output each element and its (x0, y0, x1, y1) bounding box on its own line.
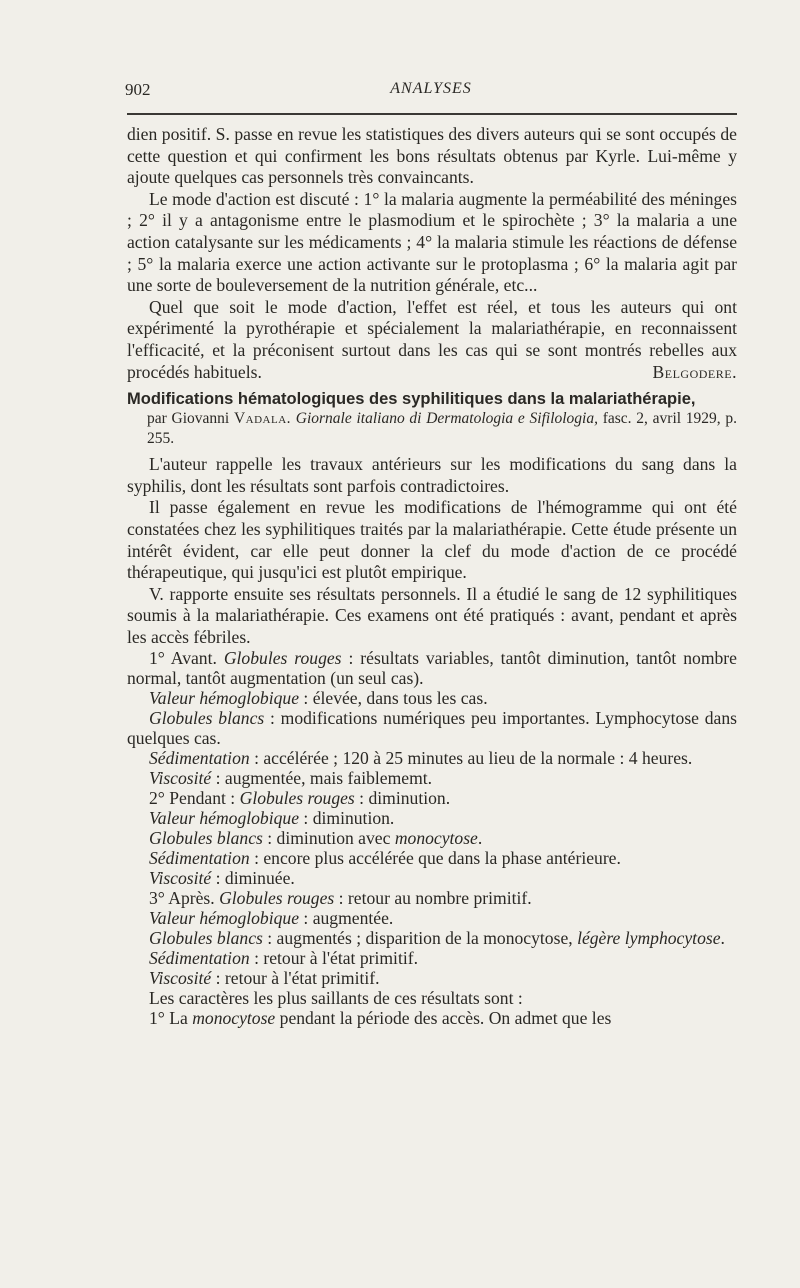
term: Globules blancs (149, 708, 265, 729)
article-reference (127, 409, 737, 449)
term-text: : augmentée. (299, 908, 394, 929)
term-text: . (720, 928, 725, 949)
phase-during (127, 788, 737, 808)
term: Viscosité (149, 768, 212, 789)
term-text: : élevée, dans tous les cas. (299, 688, 488, 709)
running-title: ANALYSES (390, 80, 472, 97)
term: Valeur hémoglobique (149, 908, 300, 929)
term-text: : augmentée, mais faiblememt. (211, 768, 433, 789)
term-text: : accélérée ; 120 à 25 minutes au lieu de la normale : 4 heures. (249, 748, 693, 769)
term: Viscosité (149, 868, 212, 889)
list-number: 1° La (149, 1008, 193, 1029)
term: Viscosité (149, 968, 212, 989)
term: Valeur hémoglobique (149, 688, 300, 709)
result-line (127, 848, 737, 868)
term: Globules blancs (149, 828, 263, 849)
term: Globules blancs (149, 928, 263, 949)
result-line (127, 828, 737, 848)
paragraph: V. rapporte ensuite ses résultats personnels. Il a étudié le sang de 12 syphilitiques soumis à la malariathérapie. Ces examens ont été pratiqués : avant, pendant et après les accès fébriles. (127, 583, 737, 647)
phase-before (127, 648, 737, 688)
paragraph: Il passe également en revue les modifications de l'hémogramme qui ont été constatées chez les syphilitiques traités par la malariathérapie. Cette étude présente un intérêt évident, car elle peut donner la clef du mode d'action de ce procédé thérapeutique, qui jusqu'ici est plutôt empirique. (127, 497, 737, 583)
reviewer-signature: Belgodere. (652, 361, 737, 382)
result-line (127, 748, 737, 768)
paragraph (127, 297, 737, 383)
term-text: : retour à l'état primitif. (249, 948, 418, 969)
term-text: : diminuée. (211, 868, 295, 889)
phase-label: 1° Avant. (149, 648, 217, 669)
term: Globules rouges (223, 648, 342, 669)
result-line (127, 868, 737, 888)
article-title: Modifications hématologiques des syphilitiques dans la malariathérapie, (127, 390, 696, 409)
term-text: : diminution avec (262, 828, 395, 849)
term: Sédimentation (149, 848, 250, 869)
result-line (127, 968, 737, 988)
result-line (127, 708, 737, 748)
paragraph (127, 1008, 737, 1028)
paragraph: Le mode d'action est discuté : 1° la malaria augmente la perméabilité des méninges ; 2° il y a antagonisme entre le plasmodium et le spirochète ; 3° la malaria a une action catalysante sur les médicaments ; 4° la malaria stimule les réactions de défense ; 5° la malaria exerce une action activante sur le protoplasma ; 6° la malaria agit par une sorte de bouleversement de la nutrition générale, etc... (127, 188, 737, 296)
term: légère lymphocytose (577, 928, 721, 949)
journal-name: Giornale italiano di Dermatologia e Sifilologia, (295, 410, 598, 428)
result-line (127, 908, 737, 928)
term: monocytose (394, 828, 478, 849)
paragraph: dien positif. S. passe en revue les statistiques des divers auteurs qui se sont occupés de cette question et qui confirment les bons résultats obtenus par Kyrle. Lui-même y ajoute quelques cas personnels très convaincants. (127, 124, 737, 188)
body-text (127, 124, 737, 1028)
phase-label: 3° Après. (149, 888, 220, 909)
term-text: : encore plus accélérée que dans la phase antérieure. (249, 848, 621, 869)
term-text: : diminution. (354, 788, 451, 809)
term: Valeur hémoglobique (149, 808, 300, 829)
term-text: : diminution. (299, 808, 395, 829)
result-line (127, 808, 737, 828)
page-number: 902 (125, 80, 151, 99)
page-header (125, 80, 737, 104)
result-line (127, 928, 737, 948)
term-text: : retour à l'état primitif. (211, 968, 380, 989)
result-line (127, 688, 737, 708)
journal-issue: fasc. 2, avril 1929, p. 255. (147, 410, 738, 448)
author-prefix: par Giovanni (147, 410, 230, 428)
paragraph: Les caractères les plus saillants de ces résultats sont : (149, 988, 523, 1009)
term: Globules rouges (219, 888, 335, 909)
term: Sédimentation (149, 948, 250, 969)
paragraph: L'auteur rappelle les travaux antérieurs sur les modifications du sang dans la syphilis, dont les résultats sont parfois contradictoires. (127, 454, 737, 496)
term-text: : retour au nombre primitif. (334, 888, 532, 909)
result-line (127, 948, 737, 968)
term: monocytose (192, 1008, 276, 1029)
phase-label: 2° Pendant : (149, 788, 240, 809)
term-text: : modifications numériques peu importantes. Lymphocytose dans quelques cas. (127, 708, 737, 749)
term-text: : augmentés ; disparition de la monocytose, (262, 928, 578, 949)
phase-after (127, 888, 737, 908)
term-text: : résultats variables, tantôt diminution, tantôt nombre normal, tantôt augmentation (un seul cas). (127, 648, 737, 689)
paragraph-text: Quel que soit le mode d'action, l'effet est réel, et tous les auteurs qui ont expérimenté la pyrothérapie et spécialement la malariathérapie, en reconnaissent l'efficacité, et la préconisent surtout dans les cas qui se sont montrés rebelles aux procédés habituels. (127, 296, 737, 382)
term-text: . (477, 828, 483, 849)
term: Globules rouges (239, 788, 355, 809)
header-rule (127, 113, 737, 115)
term: Sédimentation (149, 748, 250, 769)
article-heading (127, 389, 737, 449)
result-line (127, 768, 737, 788)
author-name: Vadala. (233, 410, 292, 428)
term-text: pendant la période des accès. On admet que les (275, 1008, 612, 1029)
